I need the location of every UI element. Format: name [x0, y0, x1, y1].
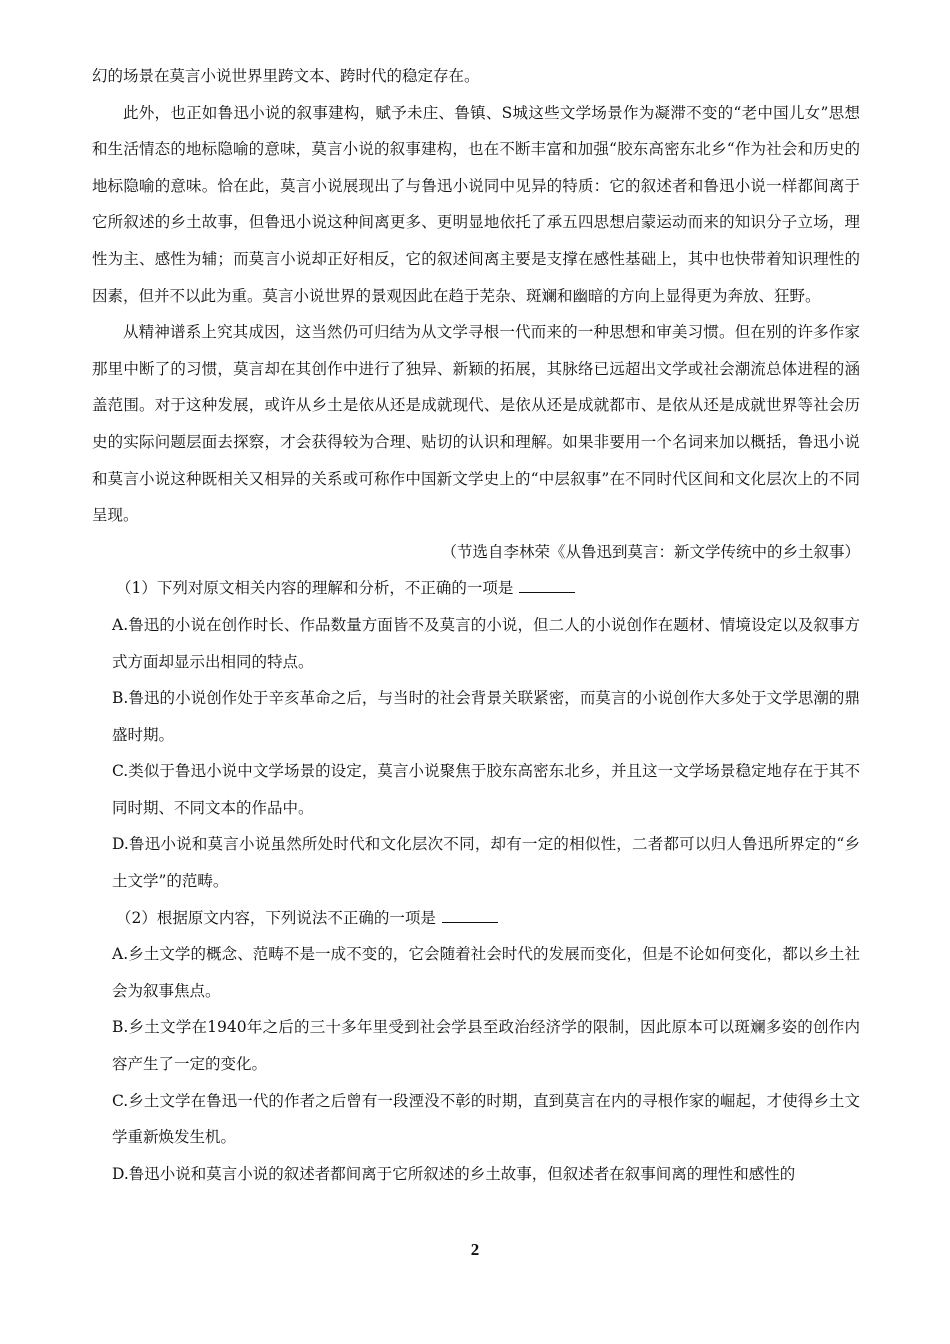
answer-option: C.乡土文学在鲁迅一代的作者之后曾有一段湮没不彰的时期，直到莫言在内的寻根作家的崛起，才使得乡土文学重新焕发生机。: [112, 1091, 860, 1147]
answer-option: B.乡土文学在1940年之后的三十多年里受到社会学县至政治经济学的限制，因此原本可以斑斓多姿的创作内容产生了一定的变化。: [112, 1018, 860, 1074]
question-text: （2）根据原文内容，下列说法不正确的一项是: [116, 908, 436, 927]
answer-option: D.鲁迅小说和莫言小说的叙述者都间离于它所叙述的乡土故事，但叙述者在叙事间离的理性和感性的: [112, 1164, 796, 1183]
answer-option: B.鲁迅的小说创作处于辛亥革命之后，与当时的社会背景关联紧密，而莫言的小说创作大多处于文学思潮的鼎盛时期。: [112, 689, 860, 744]
question-text: （1）下列对原文相关内容的理解和分析，不正确的一项是: [116, 579, 514, 598]
question-stem: [92, 570, 860, 607]
paragraph: 此外，也正如鲁迅小说的叙事建构，赋予未庄、鲁镇、S城这些文学场景作为凝滞不变的“老中国儿女”思想和生活情态的地标隐喻的意味，莫言小说的叙事建构，也在不断丰富和加强“胶东高密东北乡“作为社会和历史的地标隐喻的意味。恰在此，莫言小说展现出了与鲁迅小说同中见异的特质：它的叙述者和鲁迅小说一样都间离于它所叙述的乡土故事，但鲁迅小说这种间离更多、更明显地依托了承五四思想启蒙运动而来的知识分子立场，理性为主、感性为辅；而莫言小说却正好相反，它的叙述间离主要是支撑在感性基础上，其中也快带着知识理性的因素，但并不以此为重。莫言小说世界的景观因此在趋于芜杂、斑斓和幽暗的方向上显得更为奔放、狂野。: [92, 103, 860, 305]
answer-option: A.鲁迅的小说在创作时长、作品数量方面皆不及莫言的小说，但二人的小说创作在题材、情境设定以及叙事方式方面却显示出相同的特点。: [112, 615, 860, 671]
answer-blank: [519, 578, 575, 593]
answer-blank: [442, 908, 498, 923]
answer-option: D.鲁迅小说和莫言小说虽然所处时代和文化层次不同，却有一定的相似性，二者都可以归人鲁迅所界定的“乡土文学”的范畴。: [112, 835, 860, 891]
source-citation: （节选自李林荣《从鲁迅到莫言：新文学传统中的乡土叙事）: [441, 542, 860, 561]
answer-option: C.类似于鲁迅小说中文学场景的设定，莫言小说聚焦于胶东高密东北乡，并且这一文学场景稳定地存在于其不同时期、不同文本的作品中。: [112, 762, 860, 817]
answer-option: A.乡土文学的概念、范畴不是一成不变的，它会随着社会时代的发展而变化，但是不论如何变化，都以乡土社会为叙事焦点。: [112, 945, 860, 1000]
page-content: [92, 58, 860, 1192]
paragraph: 从精神谱系上究其成因，这当然仍可归结为从文学寻根一代而来的一种思想和审美习惯。但在别的许多作家那里中断了的习惯，莫言却在其创作中进行了独异、新颖的拓展，其脉络已远超出文学或社会潮流总体进程的涵盖范围。对于这种发展，或许从乡土是依从还是成就现代、是依从还是成就都市、是依从还是成就世界等社会历史的实际问题层面去探察，才会获得较为合理、贴切的认识和理解。如果非要用一个名词来加以概括，鲁迅小说和莫言小说这种既相关又相异的关系或可称作中国新文学史上的“中层叙事”在不同时代区间和文化层次上的不同呈现。: [92, 323, 860, 525]
paragraph-continuation: 幻的场景在莫言小说世界里跨文本、跨时代的稳定存在。: [92, 67, 480, 85]
question-stem: [92, 900, 860, 937]
page-number: 2: [470, 1240, 480, 1259]
